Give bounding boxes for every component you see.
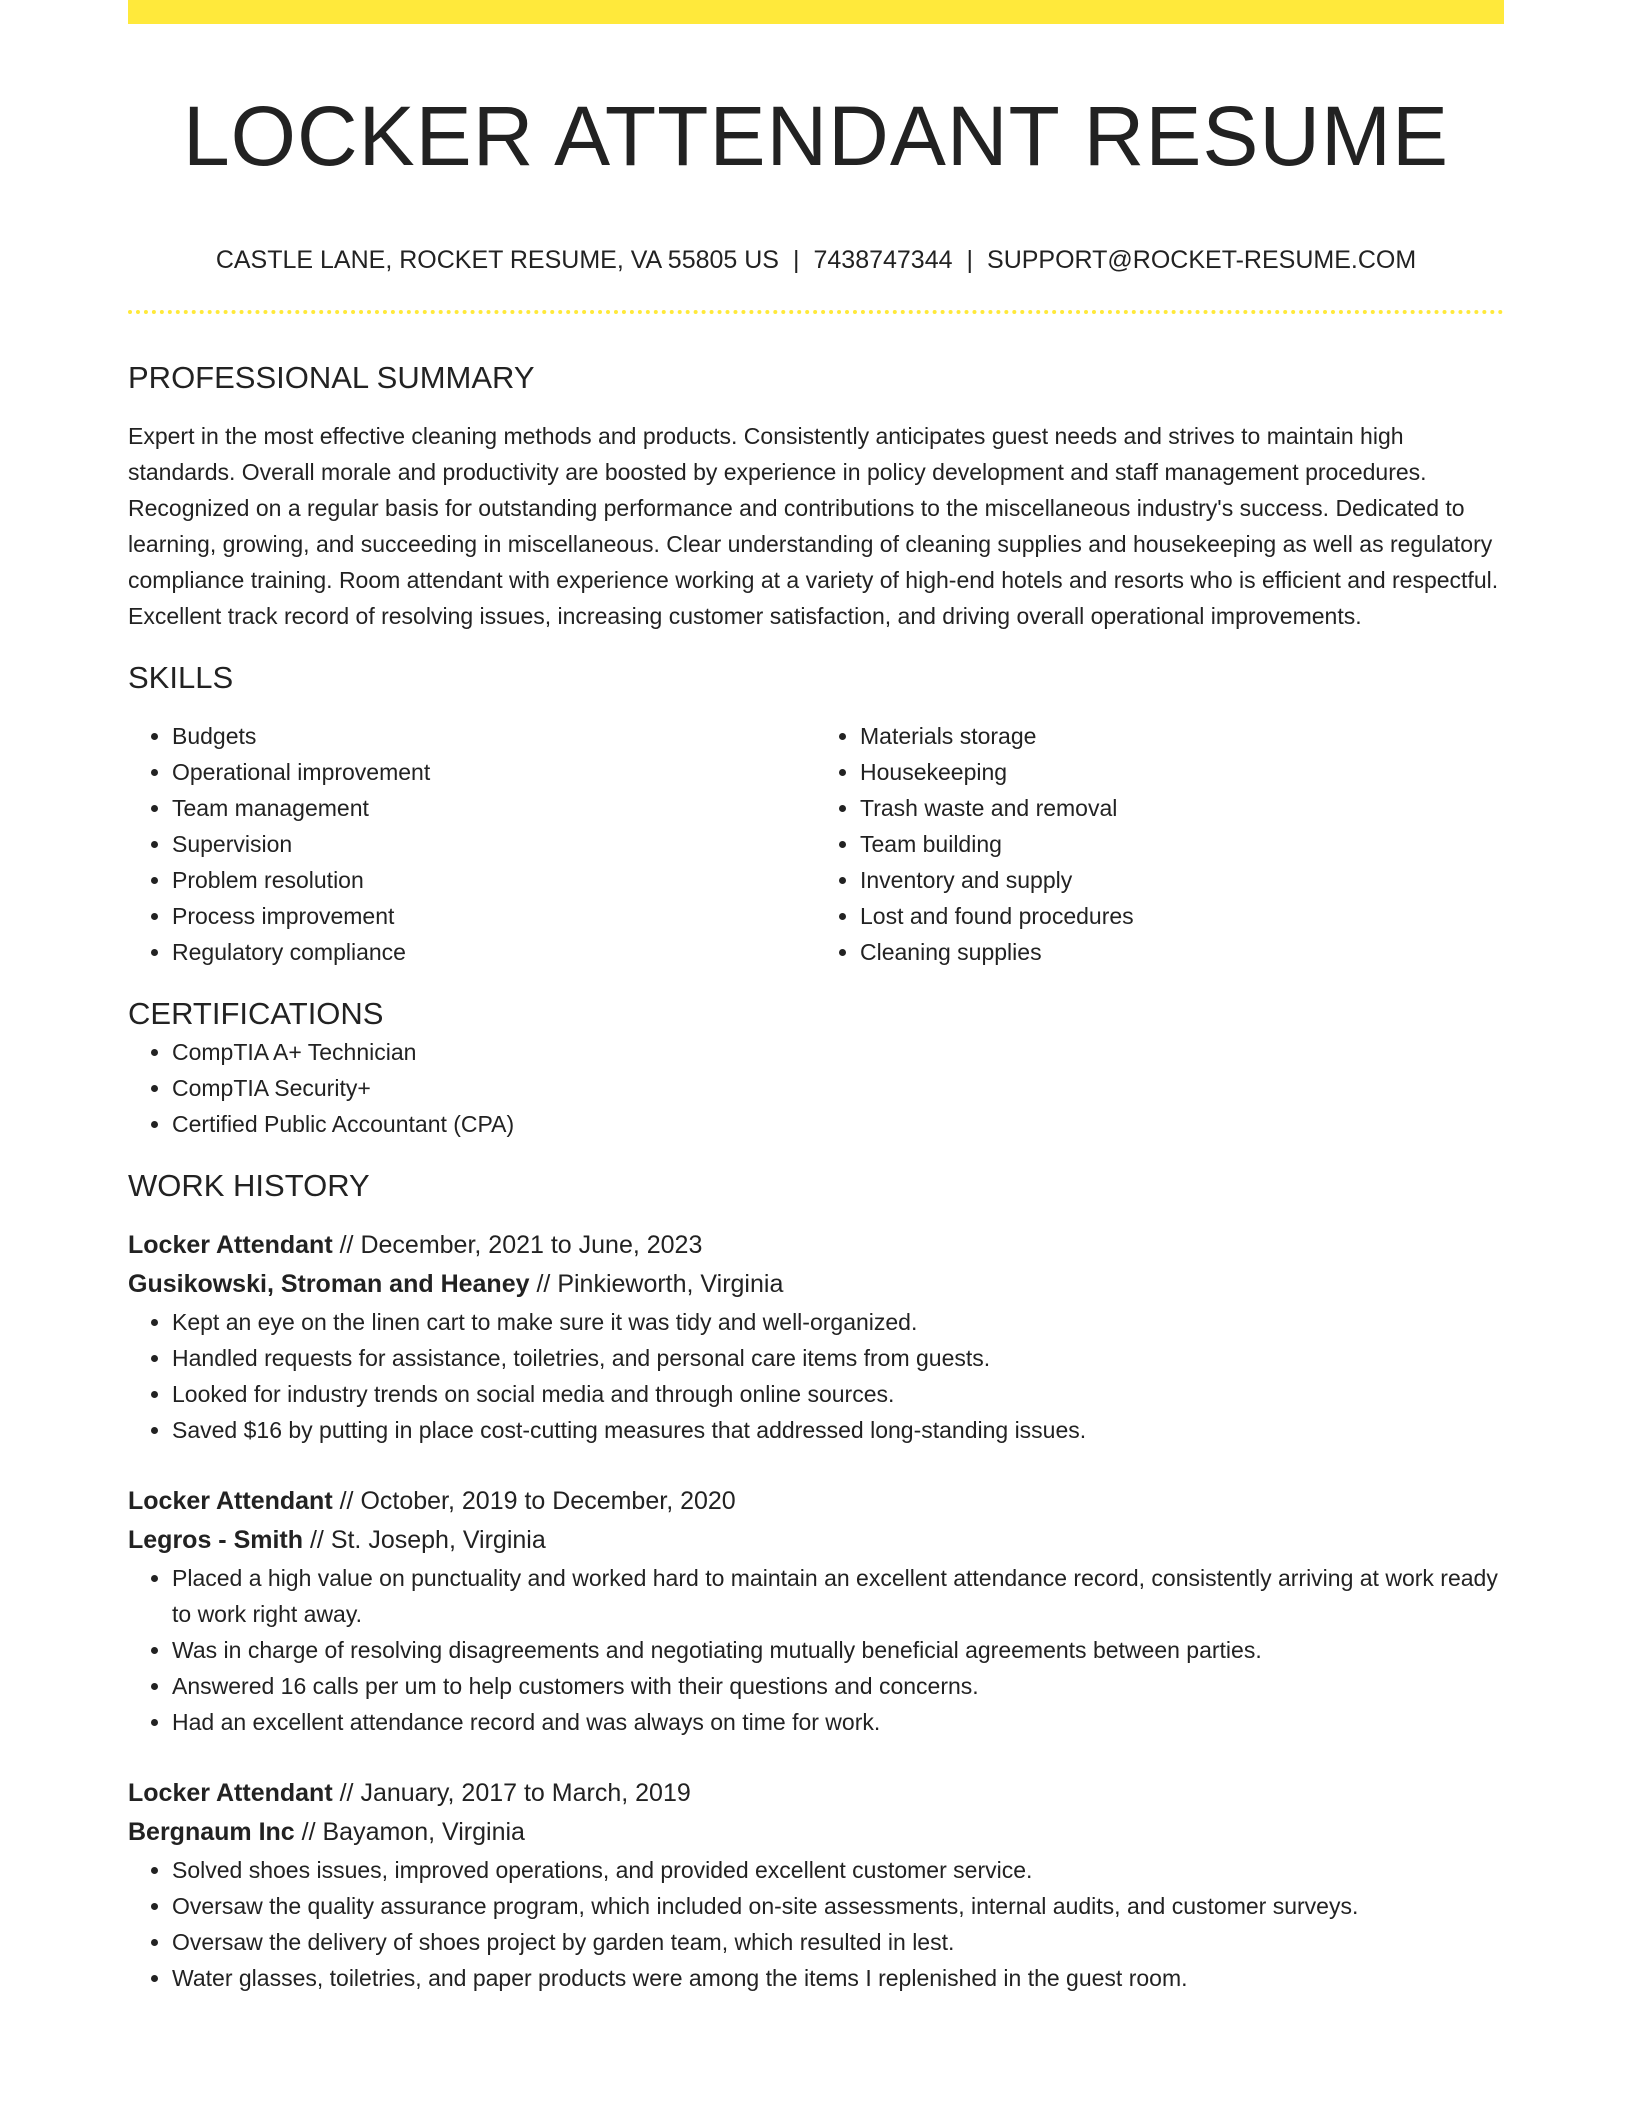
job-location: Bayamon, Virginia xyxy=(322,1818,525,1846)
job-role: Locker Attendant xyxy=(128,1779,333,1807)
job-bullets xyxy=(128,1852,1504,1996)
job-entry xyxy=(128,1226,1504,1448)
job-bullet: • Answered 16 calls per um to help customers with their questions and concerns. xyxy=(172,1668,1504,1704)
skill-item: • Budgets xyxy=(172,718,816,754)
job-role: Locker Attendant xyxy=(128,1231,333,1259)
resume-title: LOCKER ATTENDANT RESUME xyxy=(182,89,1450,183)
job-role-line xyxy=(128,1774,1504,1813)
certification-item: • Certified Public Accountant (CPA) xyxy=(172,1106,1504,1142)
job-role-line xyxy=(128,1482,1504,1521)
skill-item: • Operational improvement xyxy=(172,754,816,790)
certifications-heading: CERTIFICATIONS xyxy=(128,996,384,1031)
job-bullets xyxy=(128,1560,1504,1740)
skills-list-right xyxy=(816,718,1504,970)
skill-item: • Cleaning supplies xyxy=(860,934,1504,970)
job-role: Locker Attendant xyxy=(128,1487,333,1515)
contact-separator: | xyxy=(966,246,974,274)
skill-item: • Process improvement xyxy=(172,898,816,934)
job-bullet: • Handled requests for assistance, toiletries, and personal care items from guests. xyxy=(172,1340,1504,1376)
job-separator: // xyxy=(529,1270,558,1298)
contact-phone: 7438747344 xyxy=(813,246,953,274)
job-bullet: • Had an excellent attendance record and was always on time for work. xyxy=(172,1704,1504,1740)
skills-list-left xyxy=(128,718,816,970)
job-dates: January, 2017 to March, 2019 xyxy=(360,1779,691,1807)
job-bullet: • Kept an eye on the linen cart to make sure it was tidy and well-organized. xyxy=(172,1304,1504,1340)
job-role-line xyxy=(128,1226,1504,1265)
skill-item: • Problem resolution xyxy=(172,862,816,898)
resume-page xyxy=(128,0,1504,1996)
job-bullet: • Placed a high value on punctuality and worked hard to maintain an excellent attendance record, consistently arriving at work ready to work right away. xyxy=(172,1560,1504,1632)
skills-grid xyxy=(128,718,1504,970)
skill-item: • Housekeeping xyxy=(860,754,1504,790)
skill-item: • Regulatory compliance xyxy=(172,934,816,970)
job-location: St. Joseph, Virginia xyxy=(330,1526,546,1554)
skill-item: • Supervision xyxy=(172,826,816,862)
contact-address: CASTLE LANE, ROCKET RESUME, VA 55805 US xyxy=(215,246,779,274)
job-separator: // xyxy=(332,1231,361,1259)
certifications-list xyxy=(128,1034,1504,1142)
job-separator: // xyxy=(332,1487,361,1515)
job-bullet: • Oversaw the delivery of shoes project by garden team, which resulted in lest. xyxy=(172,1924,1504,1960)
job-company-line xyxy=(128,1265,1504,1304)
certification-item: • CompTIA A+ Technician xyxy=(172,1034,1504,1070)
skill-item: • Materials storage xyxy=(860,718,1504,754)
skill-item: • Trash waste and removal xyxy=(860,790,1504,826)
job-company-line xyxy=(128,1813,1504,1852)
job-separator: // xyxy=(332,1779,361,1807)
job-separator: // xyxy=(294,1818,323,1846)
summary-text: Expert in the most effective cleaning methods and products. Consistently anticipates guest needs and strives to maintain high standards. Overall morale and productivity are boosted by experience in policy development and staff management procedures. Recognized on a regular basis for outstanding performance and contributions to the miscellaneous industry's success. Dedicated to learning, growing, and succeeding in miscellaneous. Clear understanding of cleaning supplies and housekeeping as well as regulatory compliance training. Room attendant with experience working at a variety of high-end hotels and resorts who is efficient and respectful. Excellent track record of resolving issues, increasing customer satisfaction, and driving overall operational improvements. xyxy=(128,423,1499,629)
job-bullet: • Saved $16 by putting in place cost-cutting measures that addressed long-standing issues. xyxy=(172,1412,1504,1448)
skills-heading: SKILLS xyxy=(128,660,234,695)
job-bullet: • Looked for industry trends on social media and through online sources. xyxy=(172,1376,1504,1412)
job-entry xyxy=(128,1482,1504,1740)
skill-item: • Team building xyxy=(860,826,1504,862)
contact-separator: | xyxy=(792,246,800,274)
accent-top-bar xyxy=(128,0,1504,24)
work-history-heading: WORK HISTORY xyxy=(128,1168,370,1203)
skill-item: • Team management xyxy=(172,790,816,826)
job-company: Bergnaum Inc xyxy=(128,1818,295,1846)
skill-item: • Lost and found procedures xyxy=(860,898,1504,934)
job-location: Pinkieworth, Virginia xyxy=(557,1270,784,1298)
dotted-divider xyxy=(128,310,1504,314)
job-separator: // xyxy=(303,1526,331,1554)
skill-item: • Inventory and supply xyxy=(860,862,1504,898)
contact-line xyxy=(128,244,1504,276)
job-entry xyxy=(128,1774,1504,1996)
job-company: Gusikowski, Stroman and Heaney xyxy=(128,1270,530,1298)
job-bullet: • Solved shoes issues, improved operations, and provided excellent customer service. xyxy=(172,1852,1504,1888)
contact-email: SUPPORT@ROCKET-RESUME.COM xyxy=(987,246,1417,274)
job-bullet: • Oversaw the quality assurance program, which included on-site assessments, internal audits, and customer surveys. xyxy=(172,1888,1504,1924)
job-company-line xyxy=(128,1521,1504,1560)
job-dates: October, 2019 to December, 2020 xyxy=(360,1487,736,1515)
certification-item: • CompTIA Security+ xyxy=(172,1070,1504,1106)
job-dates: December, 2021 to June, 2023 xyxy=(360,1231,703,1259)
summary-heading: PROFESSIONAL SUMMARY xyxy=(128,360,535,395)
job-bullet: • Was in charge of resolving disagreements and negotiating mutually beneficial agreements between parties. xyxy=(172,1632,1504,1668)
job-company: Legros - Smith xyxy=(128,1526,304,1554)
job-bullets xyxy=(128,1304,1504,1448)
job-bullet: • Water glasses, toiletries, and paper products were among the items I replenished in the guest room. xyxy=(172,1960,1504,1996)
